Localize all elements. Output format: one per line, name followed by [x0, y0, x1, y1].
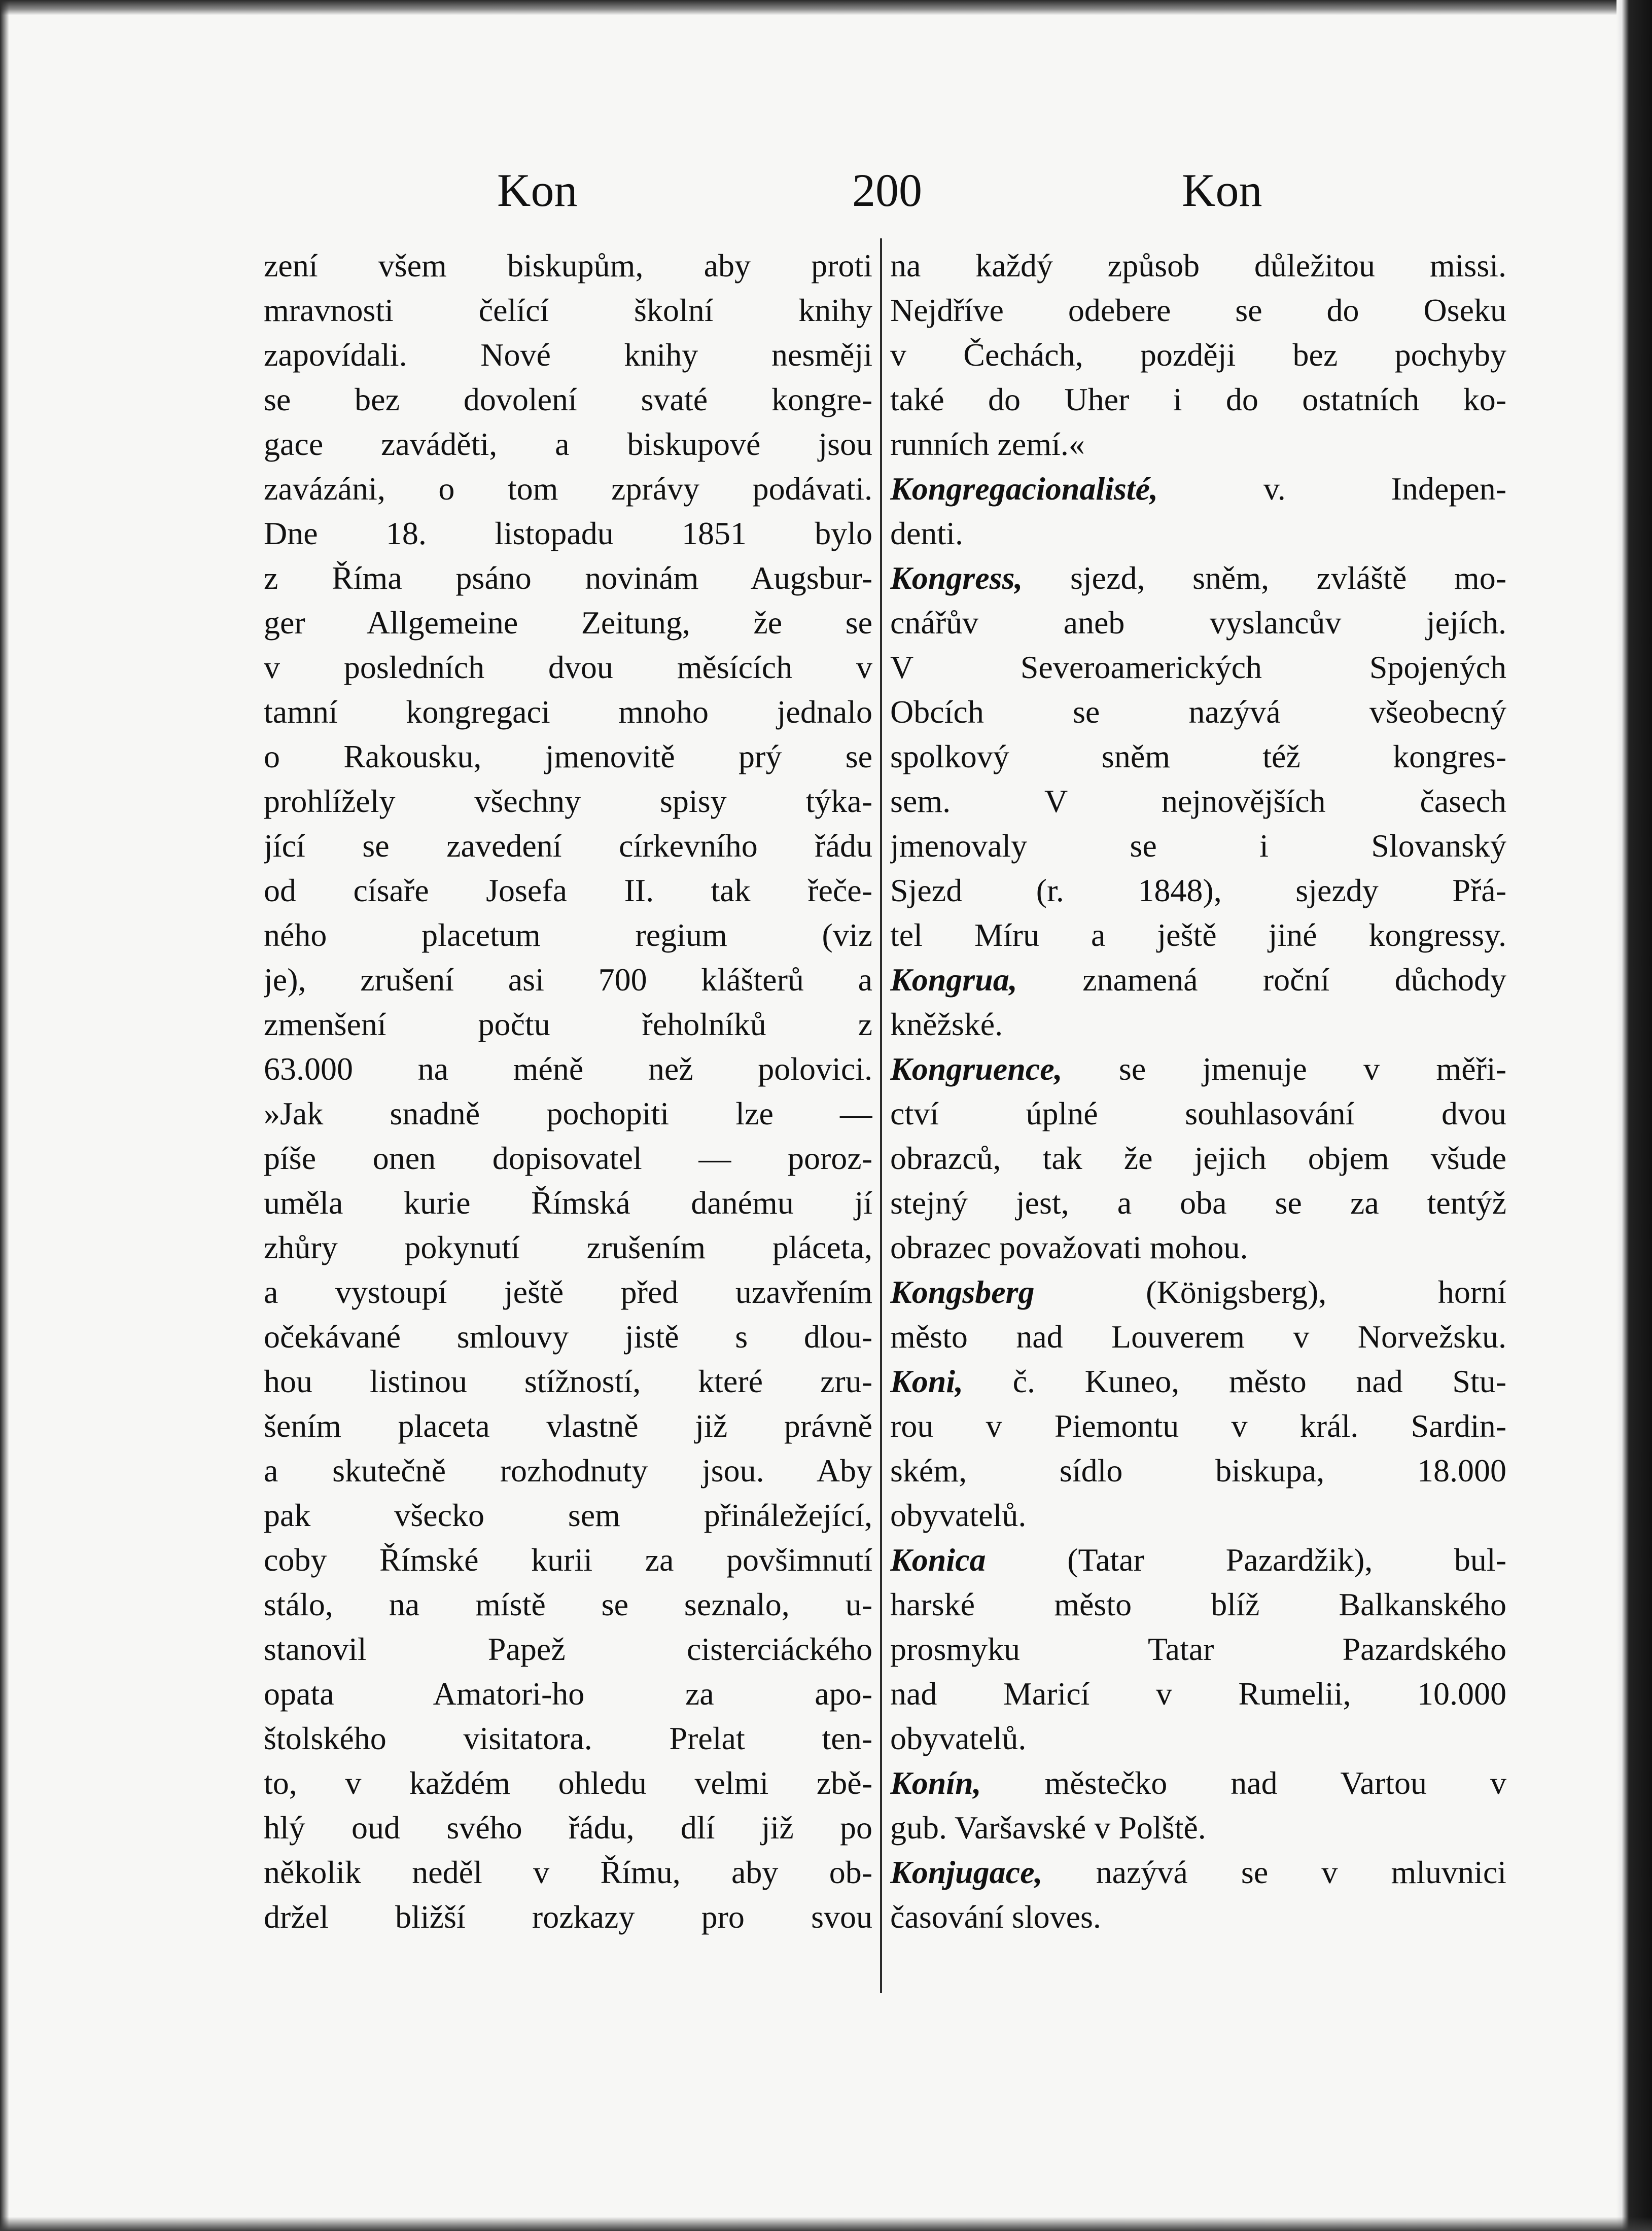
- entry-text: Obcích se nazývá všeobecný: [890, 694, 1506, 730]
- entry-line: [890, 958, 1506, 1002]
- entry-text: kněžské.: [890, 1006, 1003, 1042]
- entry-text: obrazců, tak že jejich objem všude: [890, 1140, 1506, 1176]
- header-right-keyword: Kon: [1182, 164, 1262, 216]
- entry-text: harské město blíž Balkanského: [890, 1586, 1506, 1622]
- page-edge-right: [1616, 0, 1652, 2231]
- text-line: stálo, na místě se seznalo, u-: [264, 1586, 872, 1622]
- text-line: jící se zavedení církevního řádu: [264, 828, 872, 864]
- text-line: gace zaváděti, a biskupové jsou: [264, 426, 872, 462]
- entry-line: [890, 467, 1506, 511]
- text-line: štolského visitatora. Prelat ten-: [264, 1720, 872, 1756]
- text-line: [890, 645, 1506, 690]
- entry-text: v Čechách, později bez pochyby: [890, 337, 1506, 373]
- text-line: zení všem biskupům, aby proti: [264, 247, 872, 284]
- text-line: »Jak snadně pochopiti lze —: [264, 1095, 872, 1131]
- text-line: [890, 1136, 1506, 1181]
- left-column: [264, 243, 872, 1939]
- text-line: zhůry pokynutí zrušením pláceta,: [264, 1229, 872, 1265]
- entry-text: č. Kuneo, město nad Stu-: [963, 1363, 1506, 1399]
- entry-term: Konín,: [890, 1765, 981, 1801]
- text-line: mravnosti čelící školní knihy: [264, 292, 872, 328]
- text-line: opata Amatori-ho za apo-: [264, 1676, 872, 1712]
- entry-text: cnářův aneb vyslancův jejích.: [890, 605, 1506, 641]
- entry-term: Kongregacionalisté,: [890, 471, 1158, 507]
- text-line: píše onen dopisovatel — poroz-: [264, 1140, 872, 1176]
- entry-text: město nad Louverem v Norvežsku.: [890, 1319, 1506, 1355]
- entry-text: sjezd, sněm, zvláště mo-: [1023, 560, 1506, 596]
- entry-text: Nejdříve odebere se do Oseku: [890, 292, 1506, 328]
- running-header: [0, 152, 1652, 228]
- page-number: 200: [852, 164, 922, 216]
- text-line: a vystoupí ještě před uzavřením: [264, 1274, 872, 1310]
- entry-term: Kongress,: [890, 560, 1023, 596]
- entry-text: městečko nad Vartou v: [981, 1765, 1506, 1801]
- text-line: [890, 422, 1506, 467]
- text-line: o Rakousku, jmenovitě prý se: [264, 738, 872, 774]
- entry-text: časování sloves.: [890, 1899, 1101, 1935]
- text-line: [890, 288, 1506, 333]
- entry-term: Koni,: [890, 1363, 964, 1399]
- text-line: [890, 1404, 1506, 1448]
- text-line: [890, 1805, 1506, 1850]
- text-line: [890, 333, 1506, 377]
- text-line: [890, 1091, 1506, 1136]
- text-line: [890, 377, 1506, 422]
- text-line: [890, 1315, 1506, 1359]
- page-edge-top: [0, 0, 1652, 15]
- page-edge-left: [0, 0, 9, 2231]
- text-line: [890, 1582, 1506, 1627]
- entry-text: ctví úplné souhlasování dvou: [890, 1095, 1506, 1131]
- text-line: coby Římské kurii za povšimnutí: [264, 1542, 872, 1578]
- text-line: [890, 243, 1506, 288]
- text-line: šením placeta vlastně již právně: [264, 1408, 872, 1444]
- text-line: uměla kurie Římská danému jí: [264, 1185, 872, 1221]
- entry-text: sem. V nejnovějších časech: [890, 783, 1506, 819]
- text-line: [890, 1225, 1506, 1270]
- page-edge-bottom: [0, 2217, 1652, 2231]
- text-line: stanovil Papež cisterciáckého: [264, 1631, 872, 1667]
- entry-text: obyvatelů.: [890, 1720, 1027, 1756]
- text-line: [890, 1181, 1506, 1225]
- entry-text: nazývá se v mluvnici: [1042, 1854, 1506, 1890]
- entry-text: spolkový sněm též kongres-: [890, 738, 1506, 774]
- text-line: [890, 868, 1506, 913]
- text-line: zmenšení počtu řeholníků z: [264, 1006, 872, 1042]
- entry-text: také do Uher i do ostatních ko-: [890, 381, 1506, 417]
- text-line: prohlížely všechny spisy týka-: [264, 783, 872, 819]
- entry-term: Kongsberg: [890, 1274, 1035, 1310]
- entry-term: Kongrua,: [890, 962, 1017, 998]
- entry-text: tel Míru a ještě jiné kongressy.: [890, 917, 1506, 953]
- entry-text: nad Maricí v Rumelii, 10.000: [890, 1676, 1506, 1712]
- text-line: [890, 824, 1506, 868]
- entry-text: denti.: [890, 515, 963, 551]
- entry-text: se jmenuje v měři-: [1062, 1051, 1506, 1087]
- text-line: [890, 1493, 1506, 1538]
- entry-text: runních zemí.«: [890, 426, 1085, 462]
- text-line: v posledních dvou měsících v: [264, 649, 872, 685]
- text-line: od císaře Josefa II. tak řeče-: [264, 872, 872, 908]
- entry-text: (Königsberg), horní: [1034, 1274, 1506, 1310]
- entry-line: [890, 556, 1506, 600]
- text-line: z Říma psáno novinám Augsbur-: [264, 560, 872, 596]
- text-line: hou listinou stížností, které zru-: [264, 1363, 872, 1399]
- text-line: [890, 734, 1506, 779]
- text-line: [890, 1627, 1506, 1672]
- right-column: [890, 243, 1506, 1939]
- entry-text: gub. Varšavské v Polště.: [890, 1810, 1206, 1846]
- text-line: hlý oud svého řádu, dlí již po: [264, 1810, 872, 1846]
- entry-line: [890, 1538, 1506, 1582]
- text-line: a skutečně rozhodnuty jsou. Aby: [264, 1453, 872, 1489]
- text-line: tamní kongregaci mnoho jednalo: [264, 694, 872, 730]
- entry-text: (Tatar Pazardžik), bul-: [986, 1542, 1506, 1578]
- entry-line: [890, 1047, 1506, 1091]
- text-line: [890, 1448, 1506, 1493]
- text-line: [890, 779, 1506, 824]
- text-line: zapovídali. Nové knihy nesměji: [264, 337, 872, 373]
- text-line: Dne 18. listopadu 1851 bylo: [264, 515, 872, 551]
- entry-term: Konica: [890, 1542, 986, 1578]
- entry-text: obyvatelů.: [890, 1497, 1027, 1533]
- entry-text: stejný jest, a oba se za tentýž: [890, 1185, 1506, 1221]
- text-line: zavázáni, o tom zprávy podávati.: [264, 471, 872, 507]
- text-line: pak všecko sem přináležející,: [264, 1497, 872, 1533]
- entry-text: na každý způsob důležitou missi.: [890, 247, 1506, 284]
- text-line: to, v každém ohledu velmi zbě-: [264, 1765, 872, 1801]
- entry-text: ském, sídlo biskupa, 18.000: [890, 1453, 1506, 1489]
- text-line: držel bližší rozkazy pro svou: [264, 1899, 872, 1935]
- text-line: [890, 600, 1506, 645]
- text-line: 63.000 na méně než polovici.: [264, 1051, 872, 1087]
- text-line: [890, 1895, 1506, 1939]
- entry-text: obrazec považovati mohou.: [890, 1229, 1248, 1265]
- text-line: [890, 511, 1506, 556]
- text-line: ger Allgemeine Zeitung, že se: [264, 605, 872, 641]
- text-line: [890, 1716, 1506, 1761]
- text-line: se bez dovolení svaté kongre-: [264, 381, 872, 417]
- text-line: očekávané smlouvy jistě s dlou-: [264, 1319, 872, 1355]
- header-left-keyword: Kon: [497, 164, 578, 216]
- entry-text: v. Indepen-: [1158, 471, 1506, 507]
- text-line: několik neděl v Římu, aby ob-: [264, 1854, 872, 1890]
- text-line: ného placetum regium (viz: [264, 917, 872, 953]
- entry-line: [890, 1270, 1506, 1315]
- entry-text: prosmyku Tatar Pazardského: [890, 1631, 1506, 1667]
- entry-text: rou v Piemontu v král. Sardin-: [890, 1408, 1506, 1444]
- entry-text: V Severoamerických Spojených: [890, 649, 1506, 685]
- entry-term: Kongruence,: [890, 1051, 1063, 1087]
- entry-term: Konjugace,: [890, 1854, 1043, 1890]
- entry-text: znamená roční důchody: [1017, 962, 1506, 998]
- entry-text: jmenovaly se i Slovanský: [890, 828, 1506, 864]
- text-line: [890, 913, 1506, 958]
- text-line: [890, 1002, 1506, 1047]
- text-line: [890, 1672, 1506, 1716]
- entry-line: [890, 1761, 1506, 1805]
- entry-text: Sjezd (r. 1848), sjezdy Přá-: [890, 872, 1506, 908]
- text-line: [890, 690, 1506, 734]
- text-line: je), zrušení asi 700 klášterů a: [264, 962, 872, 998]
- entry-line: [890, 1850, 1506, 1895]
- column-divider: [880, 238, 882, 1993]
- entry-line: [890, 1359, 1506, 1404]
